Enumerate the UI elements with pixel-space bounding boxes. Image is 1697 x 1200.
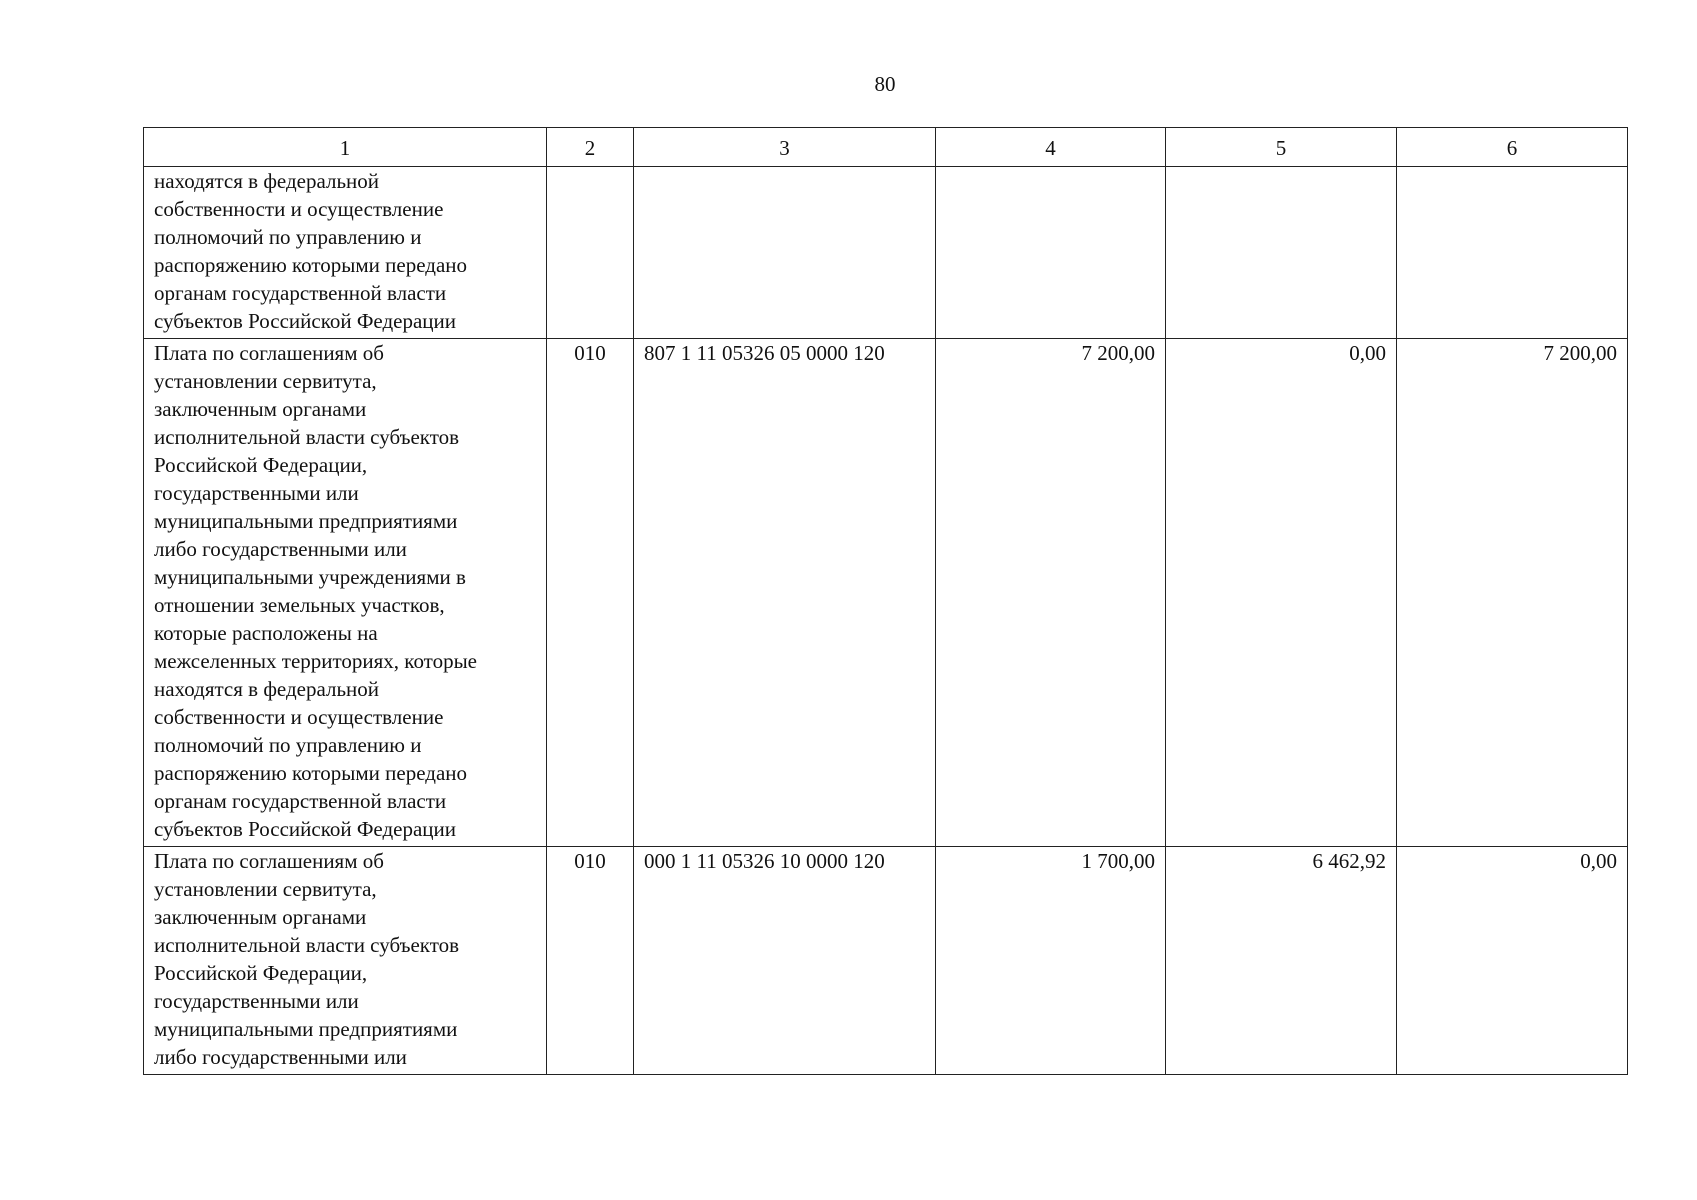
line-code-cell: 010 [547, 339, 634, 847]
value-cell-col4 [936, 167, 1166, 339]
value-cell-col4: 7 200,00 [936, 339, 1166, 847]
budget-code-cell [634, 167, 936, 339]
value-cell-col6: 7 200,00 [1397, 339, 1628, 847]
column-header-5: 5 [1166, 128, 1397, 167]
income-name-cell: Плата по соглашениям об установлении сервитута, заключенным органами исполнительной власти субъектов Российской Федерации, государственными или муниципальными предприятиями либо государственными или муниципальными учреждениями в отношении земельных участков, которые расположены на межселенных территориях, которые находятся в федеральной собственности и осуществление полномочий по управлению и распоряжению которыми передано органам государственной власти субъектов Российской Федерации [144, 339, 547, 847]
table-row [144, 847, 1628, 1075]
table-row [144, 339, 1628, 847]
value-cell-col5 [1166, 167, 1397, 339]
income-name-cell: Плата по соглашениям об установлении сервитута, заключенным органами исполнительной власти субъектов Российской Федерации, государственными или муниципальными предприятиями либо государственными или [144, 847, 547, 1075]
table-body [144, 167, 1628, 1075]
column-header-3: 3 [634, 128, 936, 167]
table-row [144, 167, 1628, 339]
column-header-1: 1 [144, 128, 547, 167]
line-code-cell [547, 167, 634, 339]
table-header-row [144, 128, 1628, 167]
value-cell-col6: 0,00 [1397, 847, 1628, 1075]
budget-code-cell: 807 1 11 05326 05 0000 120 [634, 339, 936, 847]
value-cell-col6 [1397, 167, 1628, 339]
budget-code-cell: 000 1 11 05326 10 0000 120 [634, 847, 936, 1075]
column-header-4: 4 [936, 128, 1166, 167]
value-cell-col5: 6 462,92 [1166, 847, 1397, 1075]
column-header-6: 6 [1397, 128, 1628, 167]
page-number: 80 [874, 72, 896, 96]
column-header-2: 2 [547, 128, 634, 167]
line-code-cell: 010 [547, 847, 634, 1075]
value-cell-col4: 1 700,00 [936, 847, 1166, 1075]
report-table [143, 127, 1628, 1075]
value-cell-col5: 0,00 [1166, 339, 1397, 847]
income-name-cell: находятся в федеральной собственности и осуществление полномочий по управлению и распоряжению которыми передано органам государственной власти субъектов Российской Федерации [144, 167, 547, 339]
